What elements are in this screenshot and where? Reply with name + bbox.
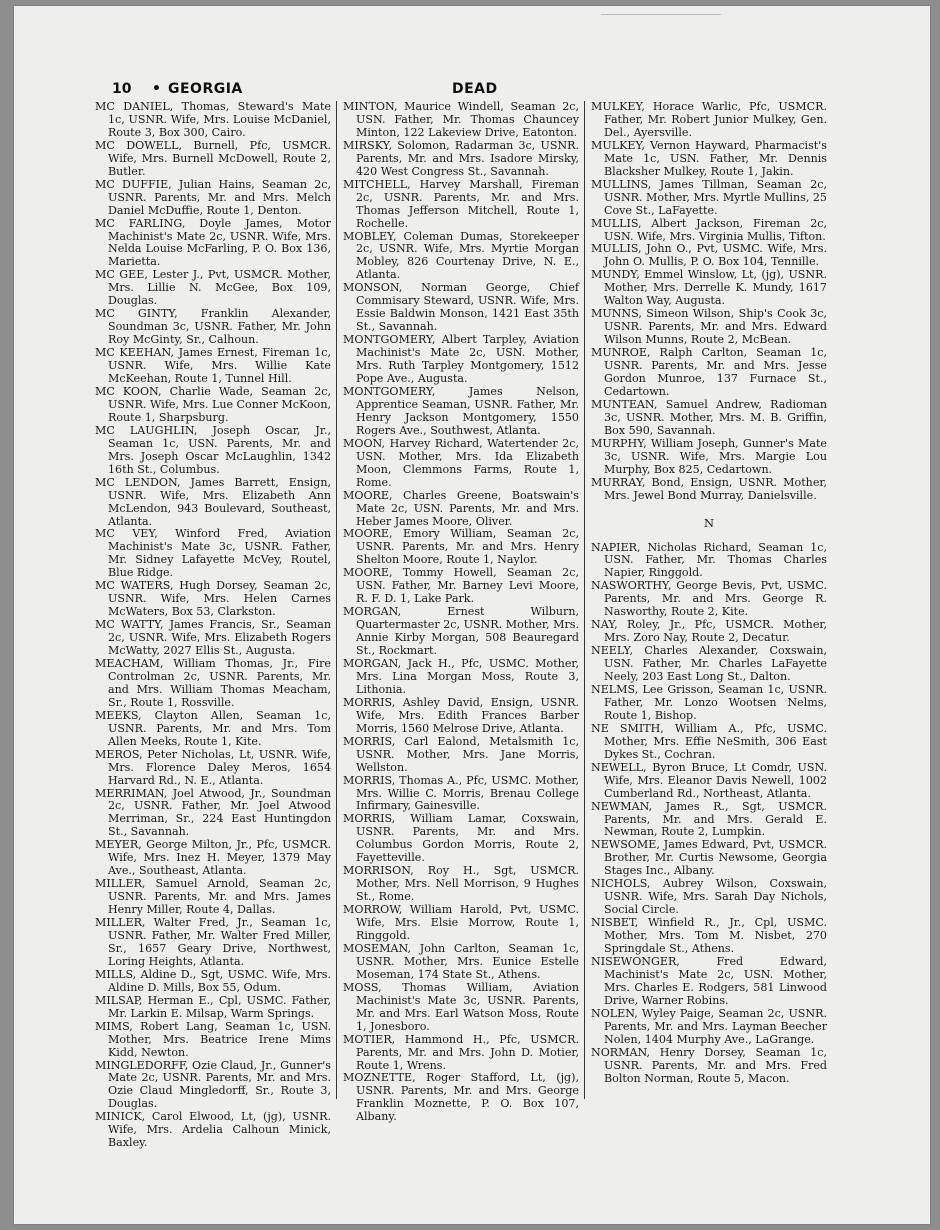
page-number: 10	[112, 81, 132, 97]
casualty-entry: NEWSOME, James Edward, Pvt, USMCR. Brother, Mr. Curtis Newsome, Georgia Stages Inc., Albany.	[591, 838, 827, 878]
casualty-entry: NORMAN, Henry Dorsey, Seaman 1c, USNR. Parents, Mr. and Mrs. Fred Bolton Norman, Route 5, Macon.	[591, 1045, 827, 1085]
column-divider	[584, 101, 585, 1099]
casualty-entry: MINTON, Maurice Windell, Seaman 2c, USN. Father, Mr. Thomas Chauncey Minton, 122 Lakeview Drive, Eatonton.	[343, 100, 579, 139]
casualty-entry: NAY, Roley, Jr., Pfc, USMCR. Mother, Mrs. Zoro Nay, Route 2, Decatur.	[591, 618, 827, 645]
casualty-entry: MONSON, Norman George, Chief Commisary Steward, USNR. Wife, Mrs. Essie Baldwin Monson, 1421 East 35th St., Savannah.	[343, 281, 579, 334]
casualty-entry: MILSAP, Herman E., Cpl, USMC. Father, Mr. Larkin E. Milsap, Warm Springs.	[95, 993, 331, 1020]
casualty-entry: NISBET, Winfield R., Jr., Cpl, USMC. Mother, Mrs. Tom M. Nisbet, 270 Springdale St., Athens.	[591, 916, 827, 956]
casualty-entry: MUNROE, Ralph Carlton, Seaman 1c, USNR. Parents, Mr. and Mrs. Jesse Gordon Munroe, 137 Furnace St., Cedartown.	[591, 346, 827, 398]
casualty-entry: MC GINTY, Franklin Alexander, Soundman 3c, USNR. Father, Mr. John Roy McGinty, Sr., Calhoun.	[95, 307, 331, 347]
casualty-entry: NISEWONGER, Fred Edward, Machinist's Mate 2c, USN. Mother, Mrs. Charles E. Rodgers, 581 Linwood Drive, Warner Robins.	[591, 955, 827, 1007]
casualty-entry: MURRAY, Bond, Ensign, USNR. Mother, Mrs. Jewel Bond Murray, Danielsville.	[591, 475, 827, 502]
casualty-entry: MORRIS, Thomas A., Pfc, USMC. Mother, Mrs. Willie C. Morris, Brenau College Infirmary, Gainesville.	[343, 773, 579, 813]
casualty-entry: MC FARLING, Doyle James, Motor Machinist's Mate 2c, USNR. Wife, Mrs. Nelda Louise McFarling, P. O. Box 136, Marietta.	[95, 216, 331, 269]
casualty-entry: MOSS, Thomas William, Aviation Machinist's Mate 3c, USNR. Parents, Mr. and Mrs. Earl Watson Moss, Route 1, Jonesboro.	[343, 980, 579, 1033]
casualty-entry: MIMS, Robert Lang, Seaman 1c, USN. Mother, Mrs. Beatrice Irene Mims Kidd, Newton.	[95, 1019, 331, 1059]
casualty-entry: MC LENDON, James Barrett, Ensign, USNR. Wife, Mrs. Elizabeth Ann McLendon, 943 Boulevard, Southeast, Atlanta.	[95, 475, 331, 528]
casualty-entry: MORGAN, Ernest Wilburn, Quartermaster 2c, USNR. Mother, Mrs. Annie Kirby Morgan, 508 Beauregard St., Rockmart.	[343, 605, 579, 658]
casualty-entry: MILLER, Samuel Arnold, Seaman 2c, USNR. Parents, Mr. and Mrs. James Henry Miller, Route 4, Dallas.	[95, 877, 331, 917]
page-header	[112, 81, 912, 101]
casualty-entry: MEEKS, Clayton Allen, Seaman 1c, USNR. Parents, Mr. and Mrs. Tom Allen Meeks, Route 1, Kite.	[95, 708, 331, 748]
casualty-entry: MITCHELL, Harvey Marshall, Fireman 2c, USNR. Parents, Mr. and Mrs. Thomas Jefferson Mitchell, Route 1, Rochelle.	[343, 177, 579, 230]
casualty-entry: MULKEY, Vernon Hayward, Pharmacist's Mate 1c, USN. Father, Mr. Dennis Blacksher Mulkey, Route 1, Jakin.	[591, 138, 827, 178]
casualty-entry: MONTGOMERY, Albert Tarpley, Aviation Machinist's Mate 2c, USN. Mother, Mrs. Ruth Tarpley Montgomery, 1512 Pope Ave., Augusta.	[343, 333, 579, 386]
section-letter: N	[703, 515, 715, 530]
casualty-entry: NAPIER, Nicholas Richard, Seaman 1c, USN. Father, Mr. Thomas Charles Napier, Ringgold.	[591, 540, 827, 580]
casualty-entry: MOORE, Tommy Howell, Seaman 2c, USN. Father, Mr. Barney Levi Moore, R. F. D. 1, Lake Park.	[343, 566, 579, 606]
casualty-entry: MULLIS, Albert Jackson, Fireman 2c, USN. Wife, Mrs. Virginia Mullis, Tifton.	[591, 216, 827, 243]
casualty-entry: MC DUFFIE, Julian Hains, Seaman 2c, USNR. Parents, Mr. and Mrs. Melch Daniel McDuffie, Route 1, Denton.	[95, 177, 331, 217]
casualty-entry: MOBLEY, Coleman Dumas, Storekeeper 2c, USNR. Wife, Mrs. Myrtie Morgan Mobley, 826 Courtenay Drive, N. E., Atlanta.	[343, 229, 579, 282]
casualty-entry: MURPHY, William Joseph, Gunner's Mate 3c, USNR. Wife, Mrs. Margie Lou Murphy, Box 825, Cedartown.	[591, 436, 827, 476]
page-title: DEAD	[452, 81, 498, 97]
casualty-entry: NE SMITH, William A., Pfc, USMC. Mother, Mrs. Effie NeSmith, 306 East Dykes St., Cochran.	[591, 721, 827, 761]
casualty-entry: MUNTEAN, Samuel Andrew, Radioman 3c, USNR. Mother, Mrs. M. B. Griffin, Box 590, Savannah.	[591, 397, 827, 437]
casualty-entry: MONTGOMERY, James Nelson, Apprentice Seaman, USNR. Father, Mr. Henry Jackson Montgomery, 1550 Rogers Ave., Southwest, Atlanta.	[343, 384, 579, 437]
casualty-entry: MOORE, Charles Greene, Boatswain's Mate 2c, USN. Parents, Mr. and Mrs. Heber James Moore, Oliver.	[343, 488, 579, 528]
casualty-entry: MEYER, George Milton, Jr., Pfc, USMCR. Wife, Mrs. Inez H. Meyer, 1379 May Ave., Southeast, Atlanta.	[95, 838, 331, 878]
casualty-entry: NEELY, Charles Alexander, Coxswain, USN. Father, Mr. Charles LaFayette Neely, 203 East Long St., Dalton.	[591, 644, 827, 684]
casualty-entry: MC DOWELL, Burnell, Pfc, USMCR. Wife, Mrs. Burnell McDowell, Route 2, Butler.	[95, 138, 331, 178]
casualty-entry: NELMS, Lee Grisson, Seaman 1c, USNR. Father, Mr. Lonzo Wootsen Nelms, Route 1, Bishop.	[591, 682, 827, 722]
casualty-entry: MC WATERS, Hugh Dorsey, Seaman 2c, USNR. Wife, Mrs. Helen Carnes McWaters, Box 53, Clarkston.	[95, 579, 331, 619]
casualty-entry: MULLIS, John O., Pvt, USMC. Wife, Mrs. John O. Mullis, P. O. Box 104, Tennille.	[591, 242, 827, 269]
casualty-entry: NOLEN, Wyley Paige, Seaman 2c, USNR. Parents, Mr. and Mrs. Layman Beecher Nolen, 1404 Murphy Ave., LaGrange.	[591, 1006, 827, 1046]
state-heading: • GEORGIA	[168, 81, 243, 97]
casualty-entry: MOSEMAN, John Carlton, Seaman 1c, USNR. Mother, Mrs. Eunice Estelle Moseman, 174 State St., Athens.	[343, 941, 579, 981]
casualty-entry: MC VEY, Winford Fred, Aviation Machinist's Mate 3c, USNR. Father, Mr. Sidney Lafayette McVey, Routel, Blue Ridge.	[95, 527, 331, 580]
casualty-entry: MILLER, Walter Fred, Jr., Seaman 1c, USNR. Father, Mr. Walter Fred Miller, Sr., 1657 Geary Drive, Northwest, Loring Heights, Atlanta.	[95, 916, 331, 968]
casualty-entry: MINICK, Carol Elwood, Lt, (jg), USNR. Wife, Mrs. Ardelia Calhoun Minick, Baxley.	[95, 1110, 331, 1150]
casualty-entry: MEACHAM, William Thomas, Jr., Fire Controlman 2c, USNR. Parents, Mr. and Mrs. William Thomas Meacham, Sr., Route 1, Rossville.	[95, 656, 331, 709]
casualty-entry: MIRSKY, Solomon, Radarman 3c, USNR. Parents, Mr. and Mrs. Isadore Mirsky, 420 West Congress St., Savannah.	[343, 138, 579, 178]
casualty-entry: MC WATTY, James Francis, Sr., Seaman 2c, USNR. Wife, Mrs. Elizabeth Rogers McWatty, 2027 Ellis St., Augusta.	[95, 618, 331, 658]
casualty-entry: MOTIER, Hammond H., Pfc, USMCR. Parents, Mr. and Mrs. John D. Motier, Route 1, Wrens.	[343, 1032, 579, 1072]
paper-mark	[601, 14, 721, 23]
casualty-entry: MORROW, William Harold, Pvt, USMC. Wife, Mrs. Elsie Morrow, Route 1, Ringgold.	[343, 903, 579, 942]
casualty-entry: MORRIS, Carl Ealond, Metalsmith 1c, USNR. Mother, Mrs. Jane Morris, Wellston.	[343, 734, 579, 774]
casualty-entry: MC GEE, Lester J., Pvt, USMCR. Mother, Mrs. Lillie N. McGee, Box 109, Douglas.	[95, 268, 331, 308]
column-2	[343, 100, 579, 1124]
column-1	[95, 100, 331, 1150]
casualty-entry: MOON, Harvey Richard, Watertender 2c, USN. Mother, Mrs. Ida Elizabeth Moon, Clemmons Farms, Route 1, Rome.	[343, 436, 579, 489]
casualty-entry: NEWMAN, James R., Sgt, USMCR. Parents, Mr. and Mrs. Gerald E. Newman, Route 2, Lumpkin.	[591, 799, 827, 839]
casualty-entry: NEWELL, Byron Bruce, Lt Comdr, USN. Wife, Mrs. Eleanor Davis Newell, 1002 Cumberland Rd., Northeast, Atlanta.	[591, 760, 827, 800]
casualty-entry: MUNDY, Emmel Winslow, Lt, (jg), USNR. Mother, Mrs. Derrelle K. Mundy, 1617 Walton Way, Augusta.	[591, 268, 827, 308]
casualty-entry: MOORE, Emory William, Seaman 2c, USNR. Parents, Mr. and Mrs. Henry Shelton Moore, Route 1, Naylor.	[343, 527, 579, 567]
casualty-entry: MORRIS, Ashley David, Ensign, USNR. Wife, Mrs. Edith Frances Barber Morris, 1560 Melrose Drive, Atlanta.	[343, 695, 579, 735]
casualty-entry: MORGAN, Jack H., Pfc, USMC. Mother, Mrs. Lina Morgan Moss, Route 3, Lithonia.	[343, 656, 579, 696]
column-divider	[336, 101, 337, 1099]
casualty-entry: NASWORTHY, George Bevis, Pvt, USMC. Parents, Mr. and Mrs. George R. Nasworthy, Route 2, Kite.	[591, 579, 827, 619]
casualty-entry: MORRIS, William Lamar, Coxswain, USNR. Parents, Mr. and Mrs. Columbus Gordon Morris, Route 2, Fayetteville.	[343, 812, 579, 865]
casualty-entry: MC DANIEL, Thomas, Steward's Mate 1c, USNR. Wife, Mrs. Louise McDaniel, Route 3, Box 300, Cairo.	[95, 100, 331, 139]
casualty-entry: MC LAUGHLIN, Joseph Oscar, Jr., Seaman 1c, USN. Parents, Mr. and Mrs. Joseph Oscar McLaughlin, 1342 16th St., Columbus.	[95, 423, 331, 476]
casualty-entry: MULKEY, Horace Warlic, Pfc, USMCR. Father, Mr. Robert Junior Mulkey, Gen. Del., Ayersville.	[591, 100, 827, 139]
casualty-entry: MERRIMAN, Joel Atwood, Jr., Soundman 2c, USNR. Father, Mr. Joel Atwood Merriman, Sr., 224 East Huntingdon St., Savannah.	[95, 786, 331, 839]
casualty-entry: MULLINS, James Tillman, Seaman 2c, USNR. Mother, Mrs. Myrtle Mullins, 25 Cove St., LaFayette.	[591, 177, 827, 217]
casualty-entry: MILLS, Aldine D., Sgt, USMC. Wife, Mrs. Aldine D. Mills, Box 55, Odum.	[95, 967, 331, 994]
casualty-entry: MUNNS, Simeon Wilson, Ship's Cook 3c, USNR. Parents, Mr. and Mrs. Edward Wilson Munns, Route 2, McBean.	[591, 307, 827, 347]
casualty-entry: MORRISON, Roy H., Sgt, USMCR. Mother, Mrs. Nell Morrison, 9 Hughes St., Rome.	[343, 864, 579, 904]
casualty-entry: NICHOLS, Aubrey Wilson, Coxswain, USNR. Wife, Mrs. Sarah Day Nichols, Social Circle.	[591, 877, 827, 917]
casualty-entry: MC KEEHAN, James Ernest, Fireman 1c, USNR. Wife, Mrs. Willie Kate McKeehan, Route 1, Tunnel Hill.	[95, 346, 331, 386]
column-3	[591, 101, 827, 1101]
casualty-entry: MEROS, Peter Nicholas, Lt, USNR. Wife, Mrs. Florence Daley Meros, 1654 Harvard Rd., N. E., Atlanta.	[95, 747, 331, 787]
casualty-entry: MINGLEDORFF, Ozie Claud, Jr., Gunner's Mate 2c, USNR. Parents, Mr. and Mrs. Ozie Claud Mingledorff, Sr., Route 3, Douglas.	[95, 1058, 331, 1111]
casualty-entry: MC KOON, Charlie Wade, Seaman 2c, USNR. Wife, Mrs. Lue Conner McKoon, Route 1, Sharpsburg.	[95, 384, 331, 424]
casualty-entry: MOZNETTE, Roger Stafford, Lt, (jg), USNR. Parents, Mr. and Mrs. George Franklin Moznette, P. O. Box 107, Albany.	[343, 1071, 579, 1124]
